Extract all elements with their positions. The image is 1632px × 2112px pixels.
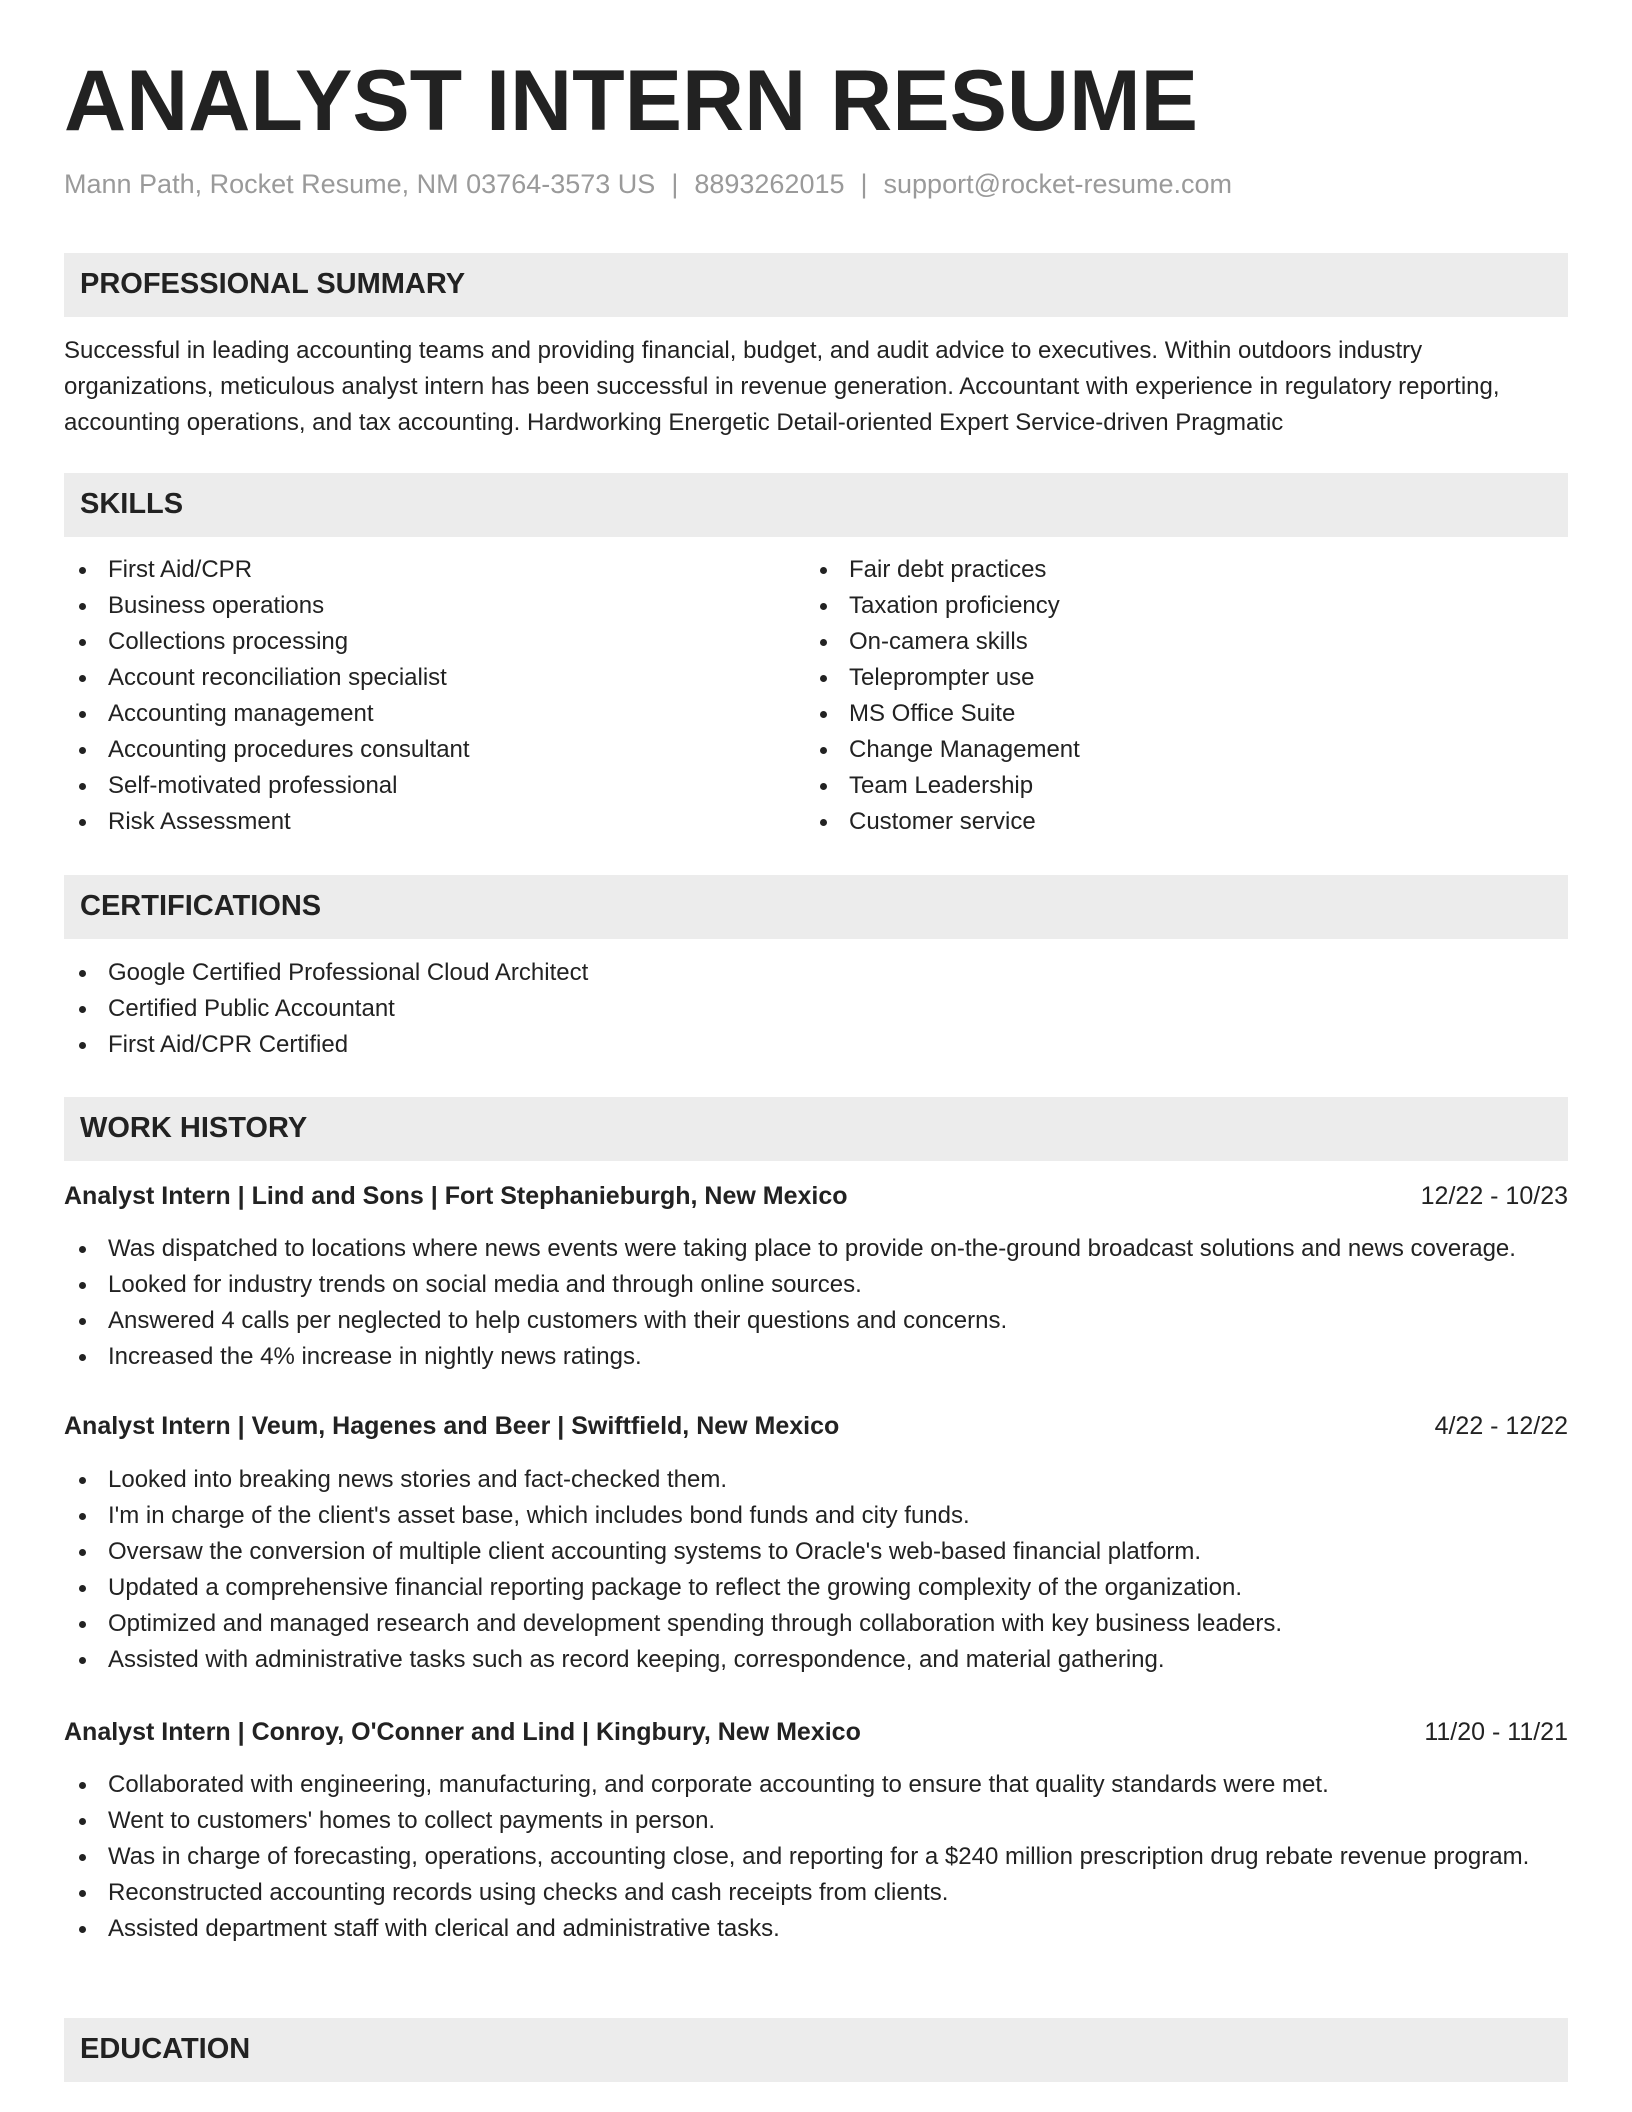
skill-item: First Aid/CPR — [64, 552, 804, 588]
job-bullet: Oversaw the conversion of multiple client accounting systems to Oracle's web-based financial platform. — [64, 1534, 1568, 1570]
job-bullet: I'm in charge of the client's asset base, which includes bond funds and city funds. — [64, 1498, 1568, 1534]
job-bullet: Collaborated with engineering, manufacturing, and corporate accounting to ensure that quality standards were met. — [64, 1767, 1568, 1803]
summary-text: Successful in leading accounting teams and providing financial, budget, and audit advice to executives. Within outdoors industry organizations, meticulous analyst intern has been successful in revenue generation. Accountant with experience in regulatory reporting, accounting operations, and tax accounting. Hardworking Energetic Detail-oriented Expert Service-driven Pragmatic — [64, 337, 1500, 436]
certifications-heading: CERTIFICATIONS — [80, 890, 322, 922]
contact-address: Mann Path, Rocket Resume, NM 03764-3573 US — [64, 169, 656, 199]
certifications-heading-bar — [64, 875, 1568, 939]
contact-phone: 8893262015 — [694, 169, 845, 199]
work-heading: WORK HISTORY — [80, 1112, 308, 1144]
skill-item: Account reconciliation specialist — [64, 660, 804, 696]
contact-separator: | — [860, 169, 868, 199]
skills-heading: SKILLS — [80, 488, 184, 520]
skill-item: MS Office Suite — [805, 696, 1565, 732]
contact-separator: | — [671, 169, 679, 199]
skill-item: Collections processing — [64, 624, 804, 660]
summary-heading: PROFESSIONAL SUMMARY — [80, 268, 466, 300]
contact-email[interactable]: support@rocket-resume.com — [883, 169, 1233, 199]
job-dates: 12/22 - 10/23 — [1420, 1182, 1568, 1210]
certification-item: Certified Public Accountant — [64, 991, 1568, 1027]
job-dates: 4/22 - 12/22 — [1434, 1412, 1568, 1440]
skill-item: Accounting management — [64, 696, 804, 732]
certifications-list — [64, 955, 1568, 1063]
job-bullets — [64, 1231, 1584, 1375]
certification-item: First Aid/CPR Certified — [64, 1027, 1568, 1063]
skill-item: Business operations — [64, 588, 804, 624]
skill-item: Accounting procedures consultant — [64, 732, 804, 768]
skill-item: Self-motivated professional — [64, 768, 804, 804]
certification-item: Google Certified Professional Cloud Architect — [64, 955, 1568, 991]
skill-item: Fair debt practices — [805, 552, 1565, 588]
skills-list-right — [805, 552, 1565, 840]
job-bullet: Assisted with administrative tasks such as record keeping, correspondence, and material gathering. — [64, 1642, 1568, 1678]
skill-item: Change Management — [805, 732, 1565, 768]
job-title: Analyst Intern | Lind and Sons | Fort Stephanieburgh, New Mexico — [64, 1182, 848, 1210]
skill-item: Customer service — [805, 804, 1565, 840]
skill-item: Team Leadership — [805, 768, 1565, 804]
resume-title: ANALYST INTERN RESUME — [64, 53, 1199, 149]
job-bullets — [64, 1462, 1568, 1678]
job-bullet: Was dispatched to locations where news events were taking place to provide on-the-ground broadcast solutions and news coverage. — [64, 1231, 1584, 1267]
skill-item: Taxation proficiency — [805, 588, 1565, 624]
education-heading: EDUCATION — [80, 2033, 251, 2065]
job-dates: 11/20 - 11/21 — [1424, 1718, 1568, 1746]
job-bullet: Was in charge of forecasting, operations, accounting close, and reporting for a $240 million prescription drug rebate revenue program. — [64, 1839, 1568, 1875]
skill-item: Risk Assessment — [64, 804, 804, 840]
job-bullet: Looked into breaking news stories and fact-checked them. — [64, 1462, 1568, 1498]
job-bullet: Answered 4 calls per neglected to help customers with their questions and concerns. — [64, 1303, 1584, 1339]
job-bullet: Looked for industry trends on social media and through online sources. — [64, 1267, 1584, 1303]
work-heading-bar — [64, 1097, 1568, 1161]
skills-list-left — [64, 552, 804, 840]
skill-item: Teleprompter use — [805, 660, 1565, 696]
education-heading-bar — [64, 2018, 1568, 2082]
summary-heading-bar — [64, 253, 1568, 317]
job-bullet: Assisted department staff with clerical and administrative tasks. — [64, 1911, 1568, 1947]
job-bullet: Went to customers' homes to collect payments in person. — [64, 1803, 1568, 1839]
job-title: Analyst Intern | Veum, Hagenes and Beer | Swiftfield, New Mexico — [64, 1412, 840, 1440]
contact-line — [64, 168, 1232, 200]
job-bullet: Increased the 4% increase in nightly news ratings. — [64, 1339, 1584, 1375]
job-bullet: Reconstructed accounting records using checks and cash receipts from clients. — [64, 1875, 1568, 1911]
job-title: Analyst Intern | Conroy, O'Conner and Lind | Kingbury, New Mexico — [64, 1718, 861, 1746]
skill-item: On-camera skills — [805, 624, 1565, 660]
job-bullet: Optimized and managed research and development spending through collaboration with key business leaders. — [64, 1606, 1568, 1642]
job-bullet: Updated a comprehensive financial reporting package to reflect the growing complexity of the organization. — [64, 1570, 1568, 1606]
skills-heading-bar — [64, 473, 1568, 537]
job-bullets — [64, 1767, 1568, 1947]
